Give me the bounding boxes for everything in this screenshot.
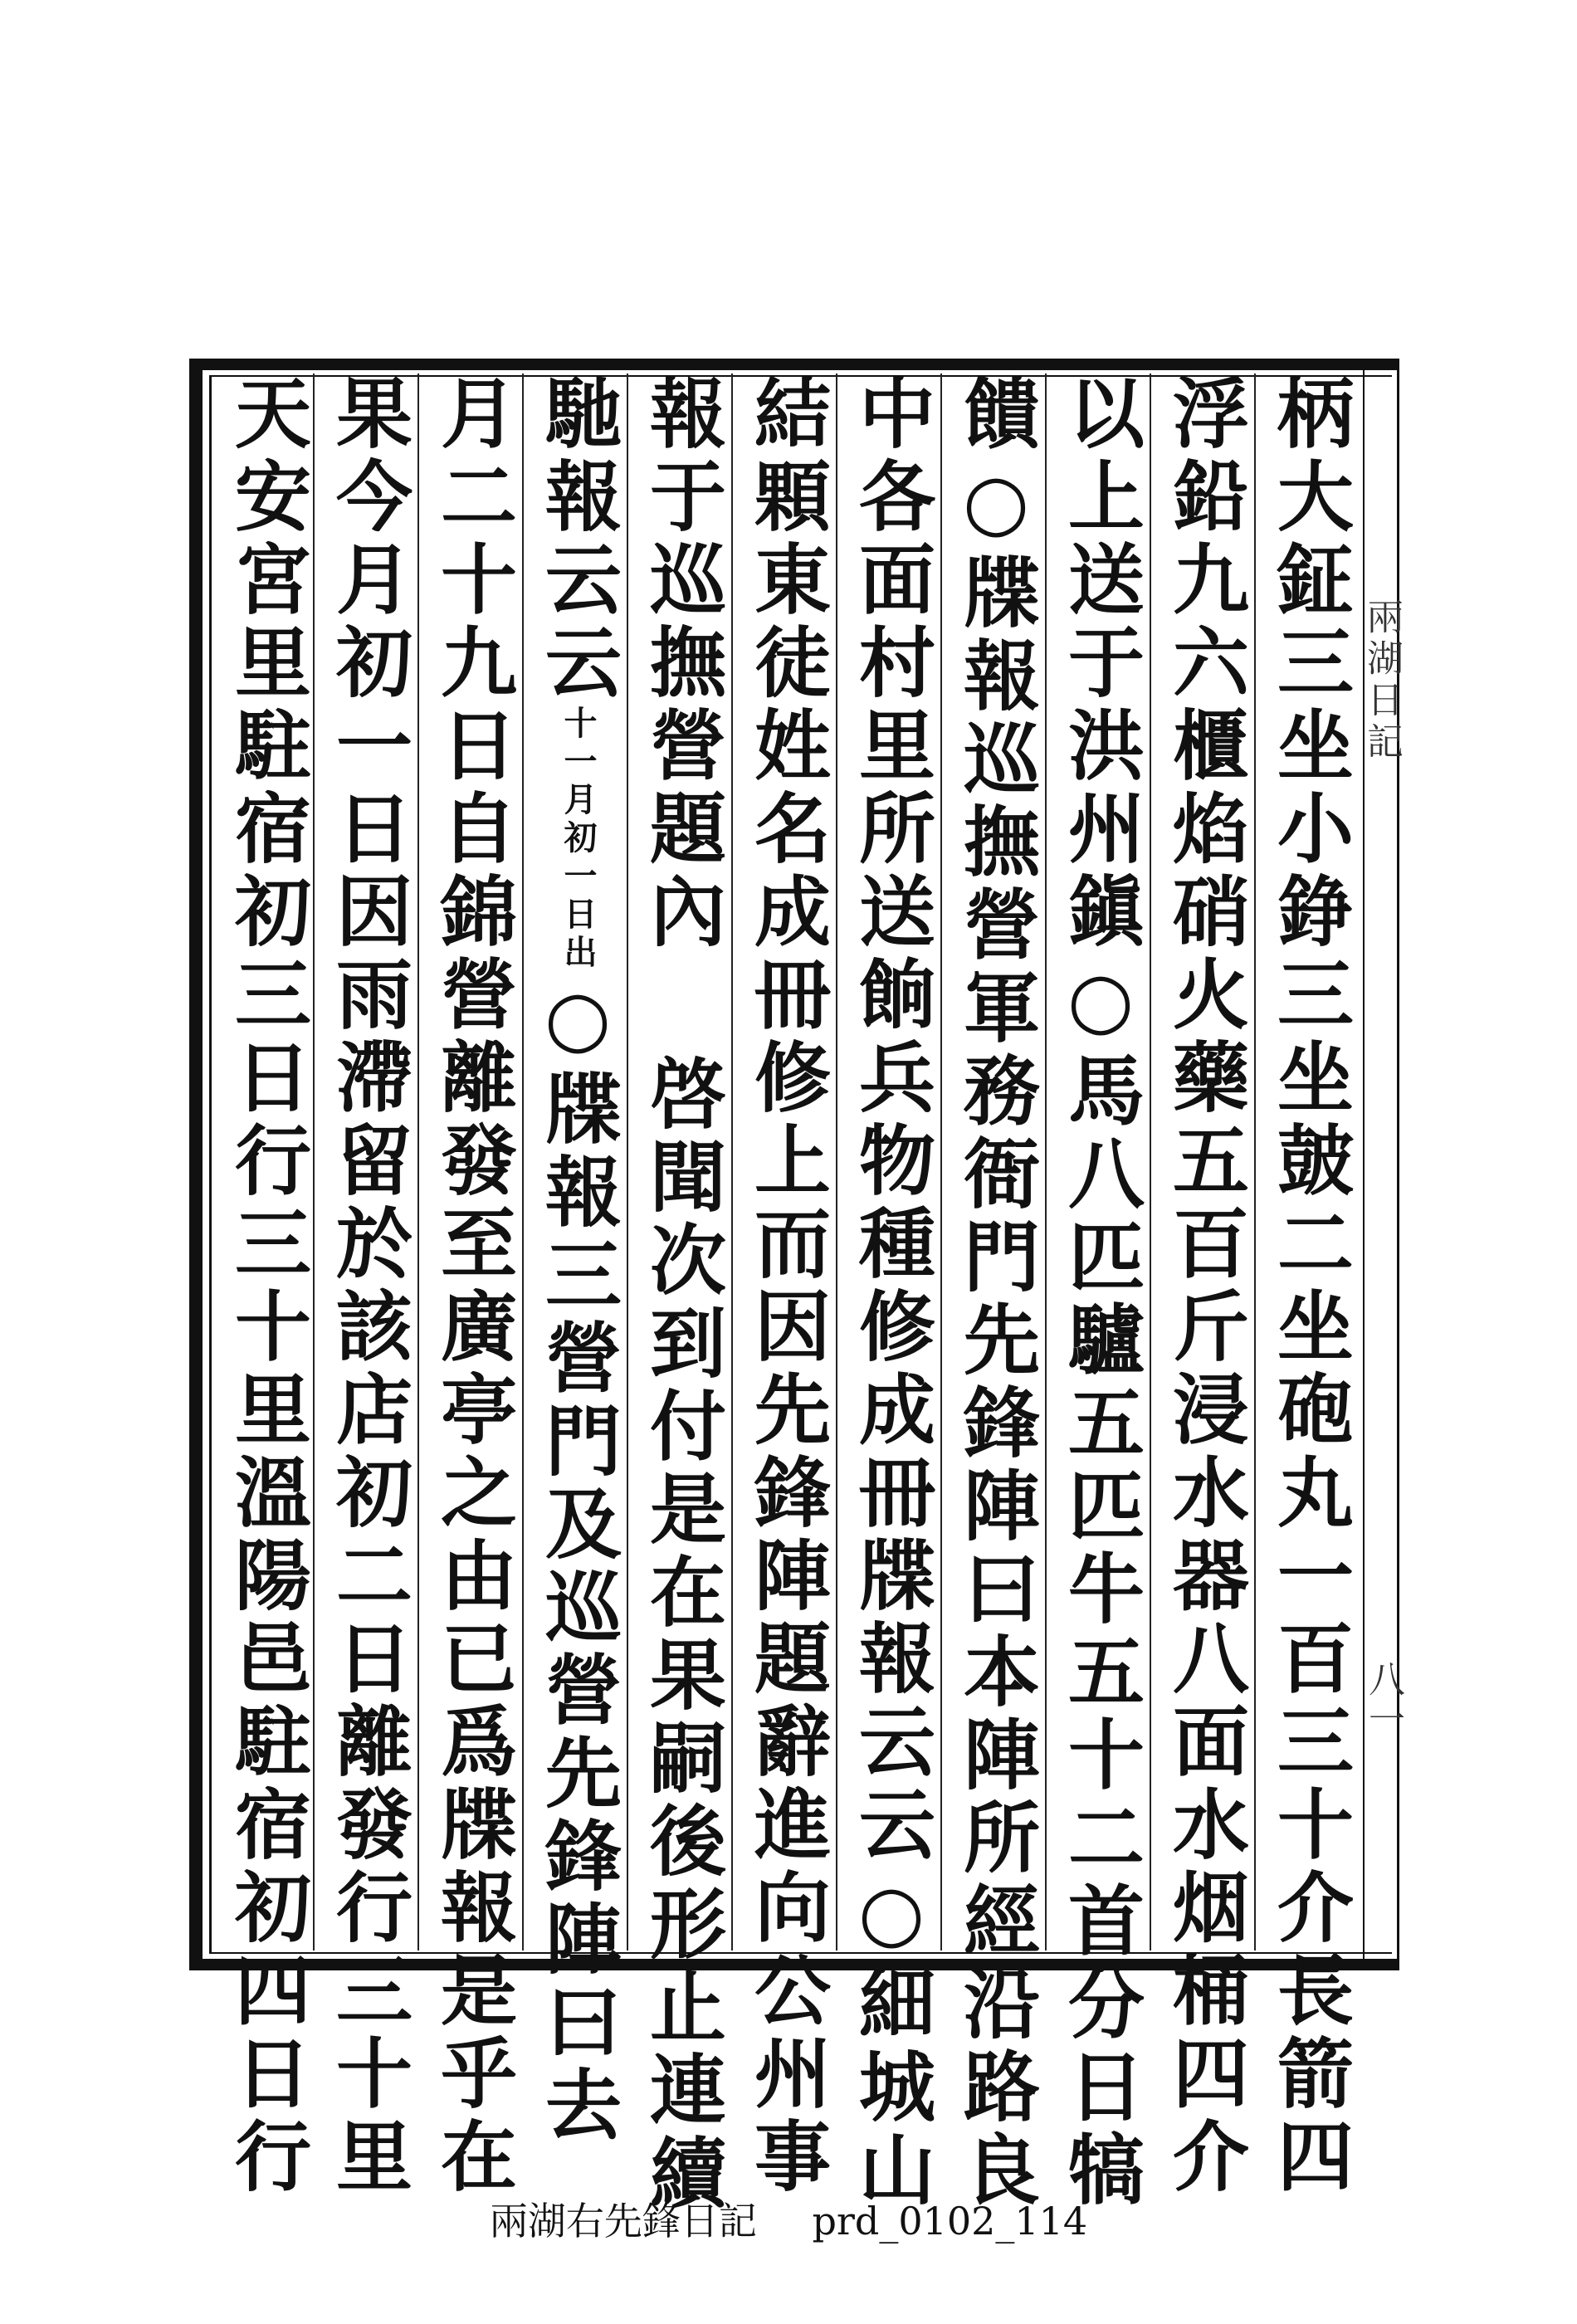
text-column-3: 以上送于洪州鎭○馬八匹驢五匹牛五十二首分日犒 <box>1056 374 1145 2213</box>
column-8-date-note: 十一月初一日出 <box>559 706 598 973</box>
text-columns <box>217 374 1363 2216</box>
footer-caption <box>0 2191 1577 2246</box>
text-column-7 <box>632 374 732 2216</box>
column-8-text-before: 馳報云云 <box>533 374 622 706</box>
text-column-10: 果今月初一日因雨滯留於該店初二日離發行三十里 <box>324 374 413 2200</box>
column-8-text-after: ○牒報三營門及巡營先鋒陣曰去 <box>533 973 622 2148</box>
text-column-8 <box>528 374 627 2148</box>
text-column-1: 柄大鉦三坐小錚三坐皷二坐砲丸一百三十介長箭四 <box>1265 374 1355 2200</box>
text-column-4: 饋○牒報巡撫營軍務衙門先鋒陣曰本陣所經沿路良 <box>951 374 1041 2213</box>
text-column-2: 浮鉛九六櫃焰硝火藥五百斤浸水器八面水烟桶四介 <box>1160 374 1250 2200</box>
fold-page-number: 八一 <box>1362 1660 1404 1740</box>
text-column-6: 結顆東徒姓名成冊修上而因先鋒陣題辭進向公州事 <box>742 374 832 2200</box>
text-column-5: 中各面村里所送餉兵物種修成冊牒報云云○細城山 <box>847 374 936 2213</box>
column-7-text-before: 報于巡撫營題內 <box>637 374 727 954</box>
text-column-11: 天安宮里駐宿初三日行三十里溫陽邑駐宿初四日行 <box>222 374 312 2200</box>
fold-title: 兩湖日記 <box>1360 598 1403 764</box>
footer-file-id: prd_0102_114 <box>812 2199 1088 2243</box>
column-7-text-after: 啓聞次到付是在果嗣後形止連續 <box>637 1054 727 2216</box>
text-column-9: 月二十九日自錦營離發至廣亭之由已爲牒報是乎在 <box>428 374 518 2200</box>
footer-book-title: 兩湖右先鋒日記 <box>489 2199 757 2243</box>
